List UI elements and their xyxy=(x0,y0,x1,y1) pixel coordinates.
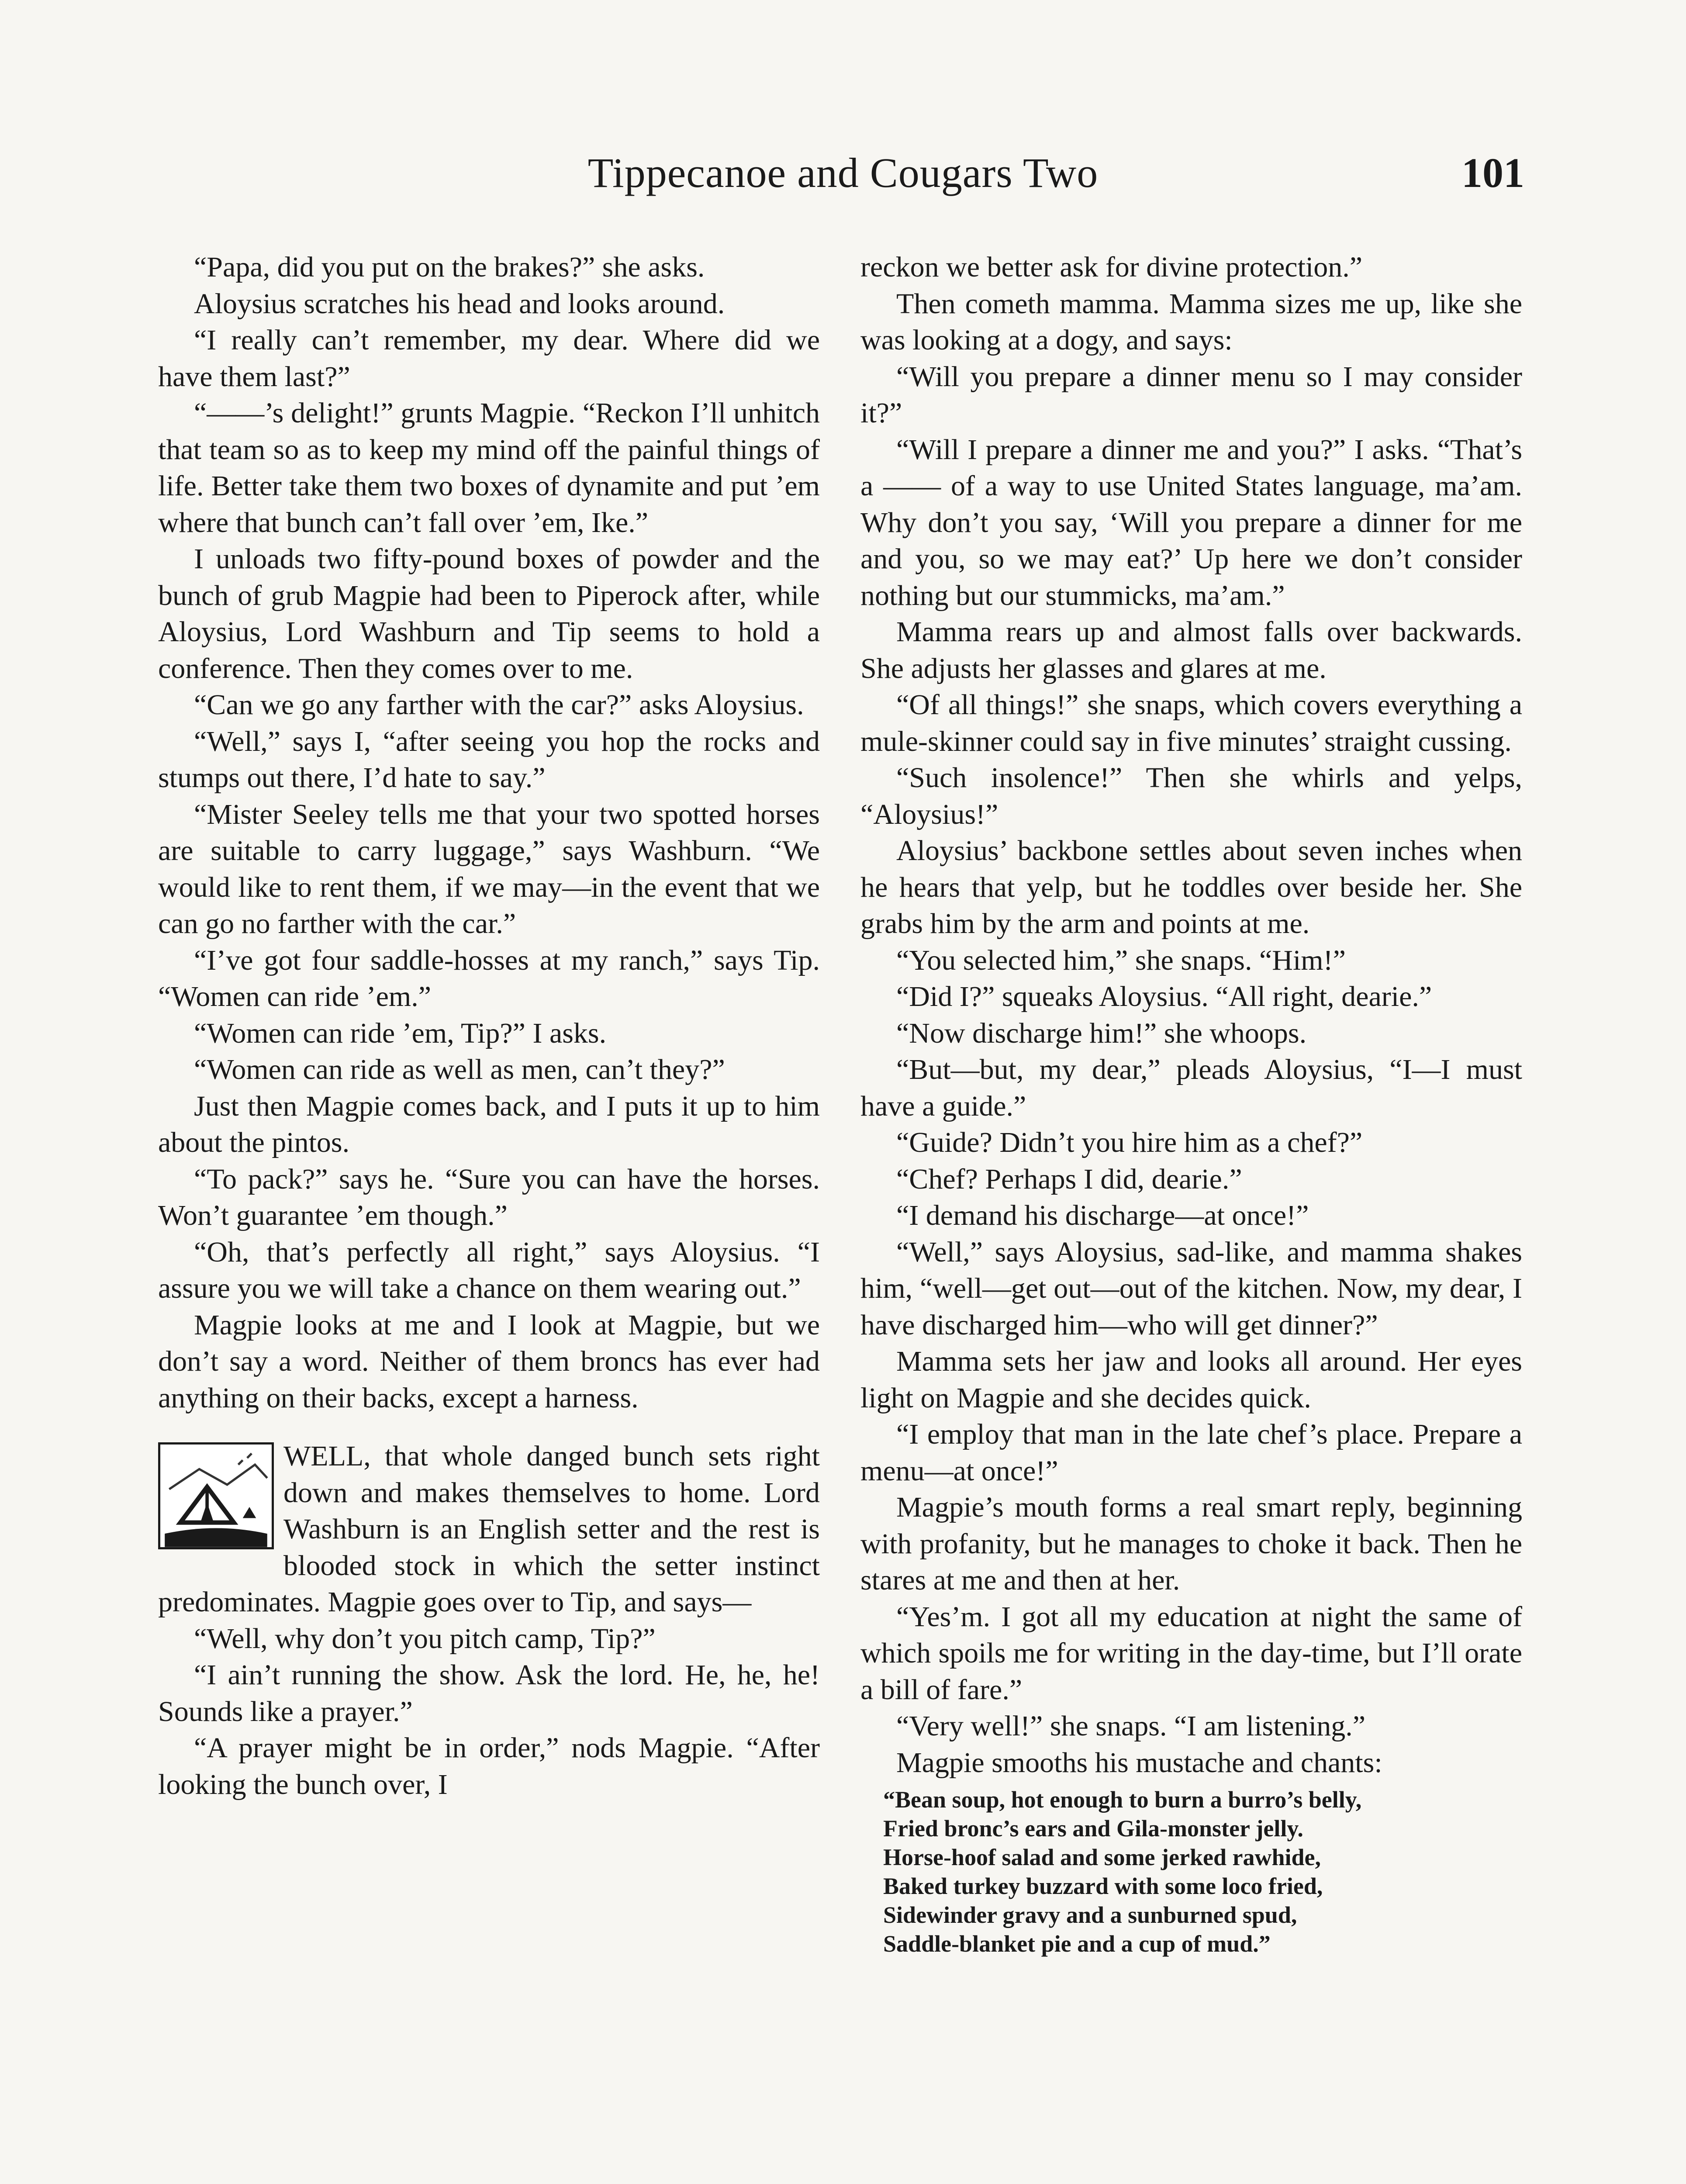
poem-line: Baked turkey buzzard with some loco fried, xyxy=(883,1873,1323,1899)
paragraph: “Such insolence!” Then she whirls and yelps, “Aloysius!” xyxy=(860,762,1522,830)
paragraph: “To pack?” says he. “Sure you can have the horses. Won’t guarantee ’em though.” xyxy=(158,1163,820,1231)
paragraph: Magpie’s mouth forms a real smart reply, beginning with profanity, but he manages to choke it back. Then he stares at me and then at her. xyxy=(860,1491,1522,1596)
paragraph: “Oh, that’s perfectly all right,” says Aloysius. “I assure you we will take a chance on them wearing out.” xyxy=(158,1236,820,1304)
paragraph: “——’s delight!” grunts Magpie. “Reckon I’ll unhitch that team so as to keep my mind off the painful things of life. Better take them two boxes of dynamite and put ’em where that bunch can’t fall over ’em, Ike.” xyxy=(158,397,820,539)
dropcap-paragraph xyxy=(158,1438,820,1621)
paragraph: “Guide? Didn’t you hire him as a chef?” xyxy=(896,1127,1363,1158)
running-header-title: Tippecanoe and Cougars Two xyxy=(587,149,1099,196)
paragraph: Just then Magpie comes back, and I puts it up to him about the pintos. xyxy=(158,1090,820,1158)
poem-line: Horse-hoof salad and some jerked rawhide, xyxy=(883,1844,1321,1870)
paragraph: “Will I prepare a dinner me and you?” I asks. “That’s a —— of a way to use United States language, ma’am. Why don’t you say, ‘Will you prepare a dinner for me and you, so we may eat?’ Up here we don’t consider nothing but our stummicks, ma’am.” xyxy=(860,433,1522,612)
paragraph: “Papa, did you put on the brakes?” she asks. xyxy=(194,251,705,283)
paragraph: I unloads two fifty-pound boxes of powder and the bunch of grub Magpie had been to Piperock after, while Aloysius, Lord Washburn and Tip seems to hold a conference. Then they comes over to me. xyxy=(158,543,820,684)
paragraph: Mamma sets her jaw and looks all around. Her eyes light on Magpie and she decides quick. xyxy=(860,1345,1522,1414)
paragraph: “But—but, my dear,” pleads Aloysius, “I—I must have a guide.” xyxy=(860,1054,1522,1122)
paragraph: “I ain’t running the show. Ask the lord. He, he, he! Sounds like a prayer.” xyxy=(158,1659,820,1728)
paragraph: Then cometh mamma. Mamma sizes me up, like she was looking at a dogy, and says: xyxy=(860,287,1522,356)
paragraph: “Chef? Perhaps I did, dearie.” xyxy=(896,1163,1242,1195)
paragraph: “Women can ride ’em, Tip?” I asks. xyxy=(194,1017,607,1049)
right-column xyxy=(860,249,1522,1958)
dropcap-paragraph-text: WELL, that whole danged bunch sets right down and makes themselves to home. Lord Washburn is an English setter and the rest is blooded stock in which the setter instinct predominates. Magpie goes over to Tip, and says— xyxy=(158,1440,820,1618)
paragraph: “I employ that man in the late chef’s place. Prepare a menu—at once!” xyxy=(860,1418,1522,1487)
poem-line: Sidewinder gravy and a sunburned spud, xyxy=(883,1902,1297,1928)
paragraph: “Yes’m. I got all my education at night the same of which spoils me for writing in the day-time, but I’ll orate a bill of fare.” xyxy=(860,1600,1522,1706)
poem-line: Saddle-blanket pie and a cup of mud.” xyxy=(883,1931,1271,1957)
paragraph: “Very well!” she snaps. “I am listening.” xyxy=(896,1710,1365,1742)
paragraph: “Can we go any farther with the car?” asks Aloysius. xyxy=(194,689,804,721)
paragraph: “Did I?” squeaks Aloysius. “All right, dearie.” xyxy=(896,981,1432,1013)
left-column xyxy=(158,249,820,1803)
paragraph: reckon we better ask for divine protection.” xyxy=(860,251,1363,283)
paragraph: Mamma rears up and almost falls over backwards. She adjusts her glasses and glares at me. xyxy=(860,616,1522,684)
dropcap-illustration xyxy=(158,1442,274,1549)
poem-line: “Bean soup, hot enough to burn a burro’s belly, xyxy=(883,1787,1362,1813)
paragraph: “I’ve got four saddle-hosses at my ranch,” says Tip. “Women can ride ’em.” xyxy=(158,944,820,1013)
paragraph: Aloysius scratches his head and looks around. xyxy=(194,287,725,320)
paragraph: “Women can ride as well as men, can’t they?” xyxy=(194,1054,725,1085)
paragraph: “Mister Seeley tells me that your two spotted horses are suitable to carry luggage,” says Washburn. “We would like to rent them, if we may—in the event that we can go no farther with the car.” xyxy=(158,798,820,940)
paragraph: Aloysius’ backbone settles about seven inches when he hears that yelp, but he toddles over beside her. She grabs him by the arm and points at me. xyxy=(860,835,1522,940)
poem-line: Fried bronc’s ears and Gila-monster jelly. xyxy=(883,1815,1303,1842)
paragraph: “You selected him,” she snaps. “Him!” xyxy=(896,944,1346,976)
paragraph: “Will you prepare a dinner menu so I may consider it?” xyxy=(860,360,1522,429)
page-number: 101 xyxy=(1461,149,1524,196)
paragraph: “I demand his discharge—at once!” xyxy=(896,1199,1309,1231)
paragraph: “Well, why don’t you pitch camp, Tip?” xyxy=(194,1622,656,1655)
paragraph: “Well,” says Aloysius, sad-like, and mamma shakes him, “well—get out—out of the kitchen. Now, my dear, I have discharged him—who will get dinner?” xyxy=(860,1236,1522,1341)
paragraph: Magpie looks at me and I look at Magpie, but we don’t say a word. Neither of them broncs has ever had anything on their backs, except a harness. xyxy=(158,1309,820,1414)
paragraph: “I really can’t remember, my dear. Where did we have them last?” xyxy=(158,324,820,393)
tent-campfire-icon xyxy=(160,1444,272,1547)
paragraph: “A prayer might be in order,” nods Magpie. “After looking the bunch over, I xyxy=(158,1732,820,1800)
paragraph: “Of all things!” she snaps, which covers everything a mule-skinner could say in five minutes’ straight cussing. xyxy=(860,689,1522,757)
paragraph: Magpie smooths his mustache and chants: xyxy=(896,1746,1382,1779)
menu-poem xyxy=(860,1785,1522,1958)
paragraph: “Now discharge him!” she whoops. xyxy=(896,1017,1307,1049)
paragraph: “Well,” says I, “after seeing you hop the rocks and stumps out there, I’d hate to say.” xyxy=(158,725,820,794)
